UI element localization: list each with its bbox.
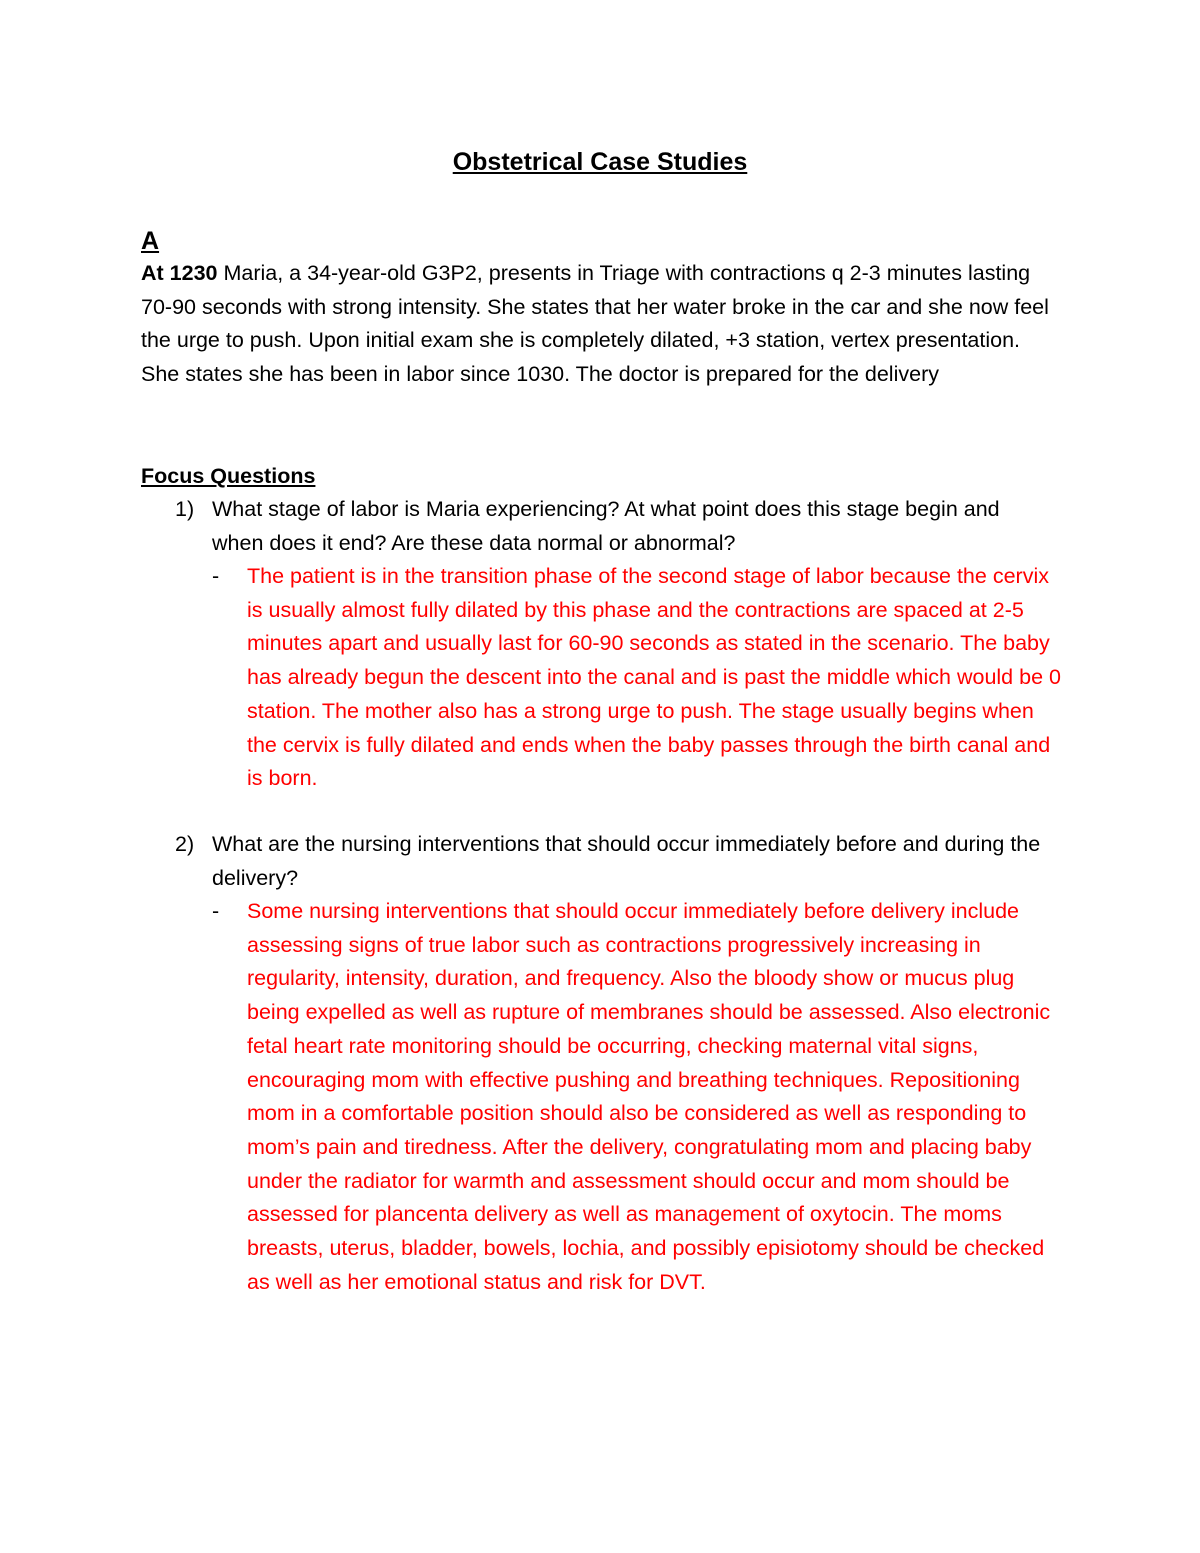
answer-bullet-marker: - bbox=[212, 899, 220, 923]
question-text: What stage of labor is Maria experiencing? At what point does this stage begin and when does it end? Are these data normal or abnormal? bbox=[212, 497, 1000, 555]
answer-item bbox=[141, 560, 1081, 796]
question-number: 2) bbox=[175, 832, 195, 856]
answer-bullet-marker: - bbox=[212, 564, 220, 588]
question-number: 1) bbox=[175, 497, 195, 521]
case-time-lead: At 1230 bbox=[141, 261, 218, 285]
answer-text: The patient is in the transition phase of the second stage of labor because the cervix is usually almost fully dilated by this phase and the contractions are spaced at 2-5 minutes apart and usually last for 60-90 seconds as stated in the scenario. The baby has already begun the descent into the canal and is past the middle which would be 0 station. The mother also has a strong urge to push. The stage usually begins when the cervix is fully dilated and ends when the baby passes through the birth canal and is born. bbox=[247, 564, 1061, 791]
answer-text: Some nursing interventions that should occur immediately before delivery include assessing signs of true labor such as contractions progressively increasing in regularity, intensity, duration, and frequency. Also the bloody show or mucus plug being expelled as well as rupture of membranes should be assessed. Also electronic fetal heart rate monitoring should be occurring, checking maternal vital signs, encouraging mom with effective pushing and breathing techniques. Repositioning mom in a comfortable position should also be considered as well as responding to mom’s pain and tiredness. After the delivery, congratulating mom and placing baby under the radiator for warmth and assessment should occur and mom should be assessed for plancenta delivery as well as management of oxytocin. The moms breasts, uterus, bladder, bowels, lochia, and possibly episiotomy should be checked as well as her emotional status and risk for DVT. bbox=[247, 899, 1051, 1294]
page-title: Obstetrical Case Studies bbox=[452, 148, 748, 176]
case-body-text: Maria, a 34-year-old G3P2, presents in Triage with contractions q 2-3 minutes lasting 70-90 seconds with strong intensity. She states that her water broke in the car and she now feel the urge to push. Upon initial exam she is completely dilated, +3 station, vertex presentation. She states she has been in labor since 1030. The doctor is prepared for the delivery bbox=[141, 261, 1049, 387]
question-item bbox=[141, 828, 1061, 895]
question-item bbox=[141, 493, 1061, 560]
answer-item bbox=[141, 895, 1081, 1299]
case-description bbox=[141, 257, 1061, 392]
section-letter: A bbox=[141, 227, 160, 255]
question-text: What are the nursing interventions that should occur immediately before and during the delivery? bbox=[212, 832, 1041, 890]
focus-questions-heading: Focus Questions bbox=[141, 464, 316, 488]
